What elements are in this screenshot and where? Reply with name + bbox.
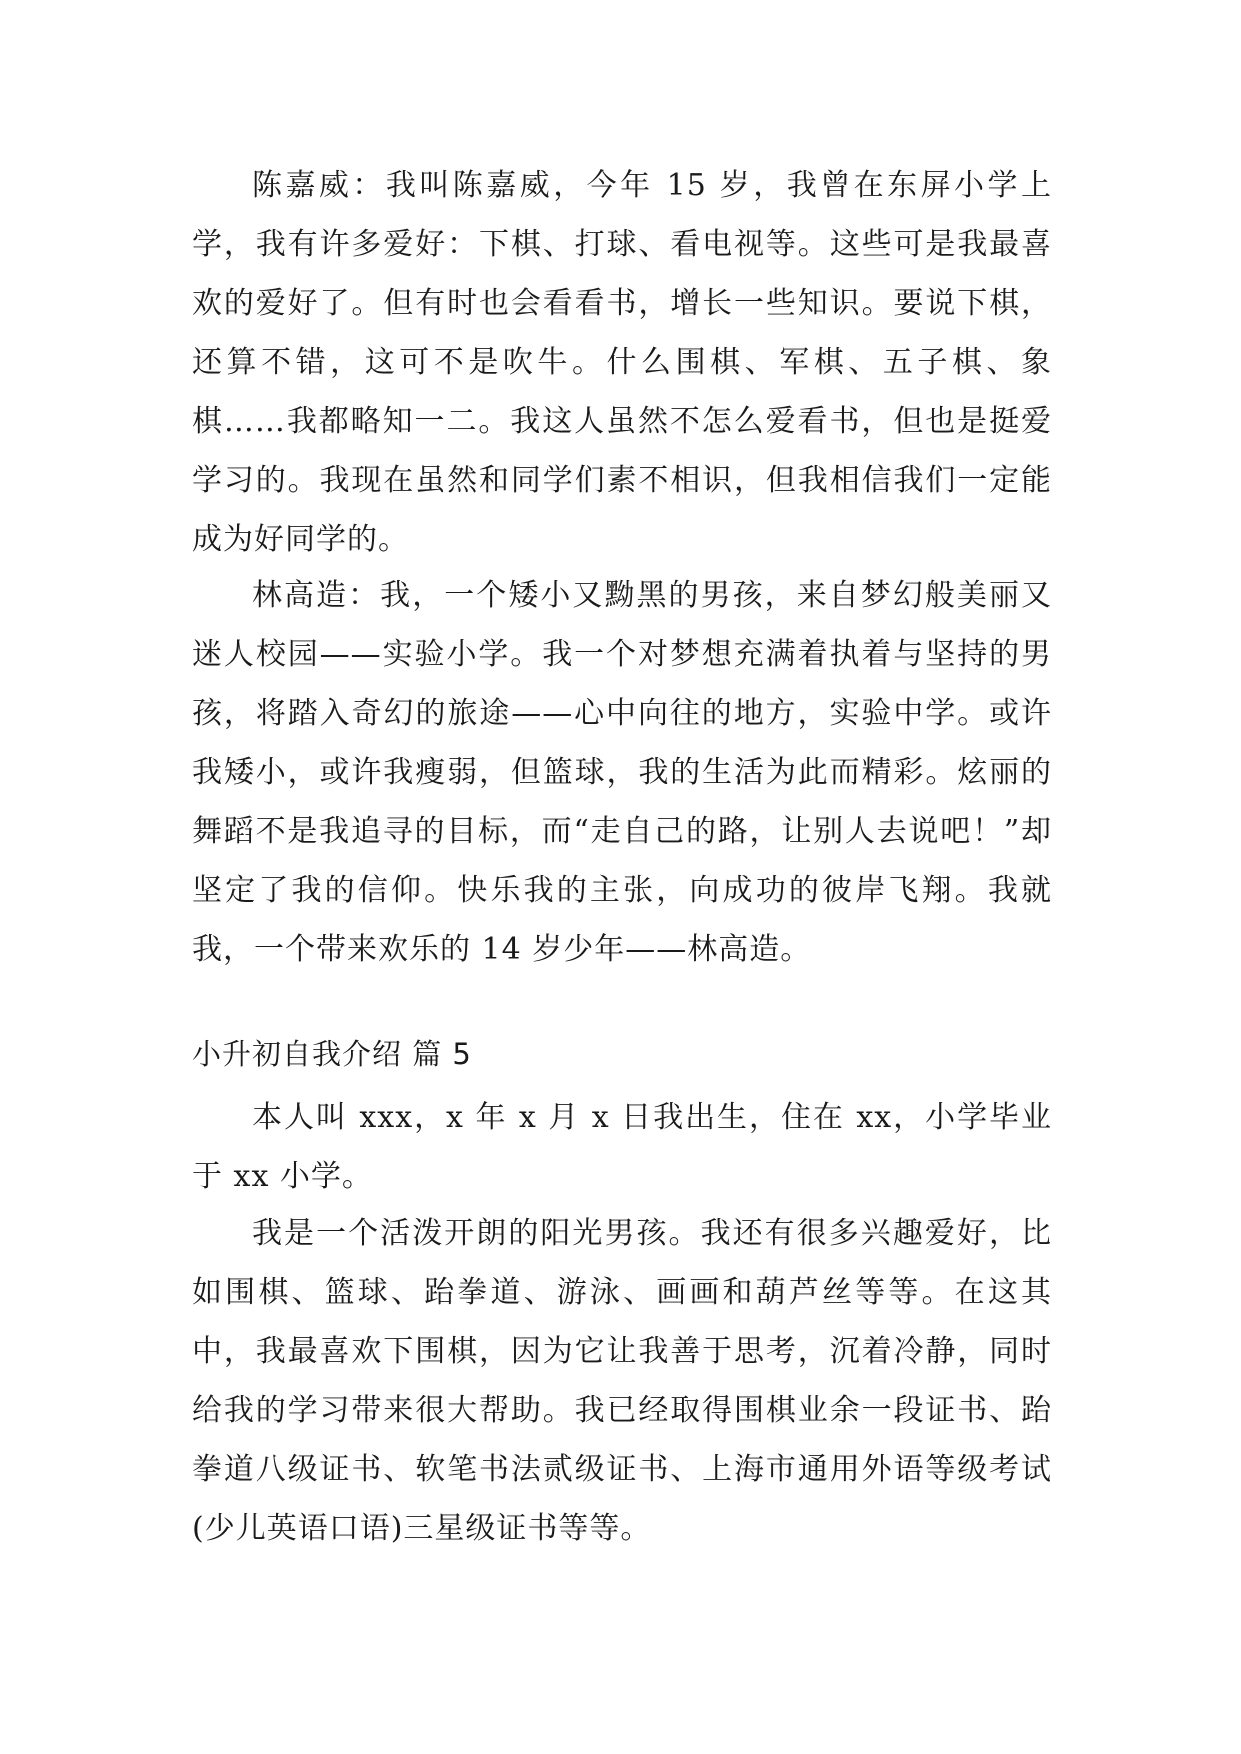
section-heading-block [192,1030,1052,1078]
paragraph-block-intro [192,1088,1052,1206]
paragraph-hobbies: 我是一个活泼开朗的阳光男孩。我还有很多兴趣爱好，比如围棋、篮球、跆拳道、游泳、画画和葫芦丝等等。在这其中，我最喜欢下围棋，因为它让我善于思考，沉着冷静，同时给我的学习带来很大帮助。我已经取得围棋业余一段证书、跆拳道八级证书、软笔书法贰级证书、上海市通用外语等级考试(少儿英语口语)三星级证书等等。 [192,1216,1052,1546]
paragraph-block-lin [192,566,1052,979]
paragraph-lin-gaozao: 林高造：我，一个矮小又黝黑的男孩，来自梦幻般美丽又迷人校园——实验小学。我一个对梦想充满着执着与坚持的男孩，将踏入奇幻的旅途——心中向往的地方，实验中学。或许我矮小，或许我瘦弱，但篮球，我的生活为此而精彩。炫丽的舞蹈不是我追寻的目标，而“走自己的路，让别人去说吧！”却坚定了我的信仰。快乐我的主张，向成功的彼岸飞翔。我就我，一个带来欢乐的 14 岁少年——林高造。 [192,578,1052,967]
paragraph-basic-info: 本人叫 xxx，x 年 x 月 x 日我出生，住在 xx，小学毕业于 xx 小学。 [192,1100,1052,1194]
section-heading: 小升初自我介绍 篇 5 [192,1037,472,1071]
paragraph-chen-jiawei: 陈嘉威：我叫陈嘉威，今年 15 岁，我曾在东屏小学上学，我有许多爱好：下棋、打球、看电视等。这些可是我最喜欢的爱好了。但有时也会看看书，增长一些知识。要说下棋，还算不错，这可不是吹牛。什么围棋、军棋、五子棋、象棋……我都略知一二。我这人虽然不怎么爱看书，但也是挺爱学习的。我现在虽然和同学们素不相识，但我相信我们一定能成为好同学的。 [192,168,1052,557]
paragraph-block-hobbies [192,1204,1052,1558]
paragraph-block-chen [192,156,1052,569]
